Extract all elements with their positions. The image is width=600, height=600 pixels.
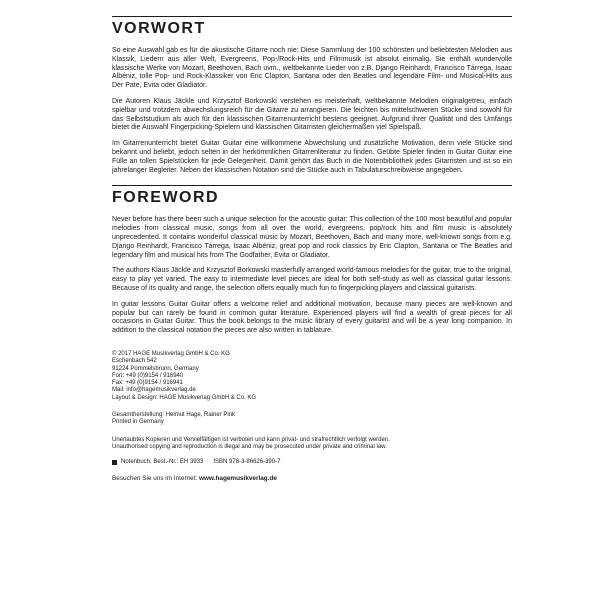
internet-line [112, 475, 512, 483]
square-bullet-icon [112, 460, 117, 465]
production-line: Printed in Germany [112, 419, 164, 426]
vorwort-body [112, 47, 512, 175]
publisher-line: Fax: +49 (0)9154 / 916941 [112, 380, 183, 387]
foreword-paragraph: In guitar lessons Guitar Guitar offers a welcome relief and additional motivation, because many pieces are well-known and popular but can rarely be found in common guitar literature. Experienced players will find a wealth of great pieces for all occasions in Guitar Guitar. Thus the book belongs to the music library of every guitarist and will be a year long companion. In addition to the classical notation the pieces are also written in tablature. [112, 300, 512, 335]
vorwort-paragraph: Die Autoren Klaus Jäckle und Krzysztof Borkowski verstehen es meisterhaft, weltbekannte Melodien originalgetreu, einfach spielbar und trotzdem abwechslungsreich für die Gitarre zu arrangieren. Die leichten bis mittelschweren Stücke sind sowohl für das Selbststudium als auch für den klassischen Gitarrenunterricht bestens geeignet. Aufgrund ihrer Qualität und des Umfangs bietet die Auswahl Fingerpicking-Spielern und klassischen Gitarristen gleichermaßen viel Spielspaß. [112, 97, 512, 132]
vorwort-heading: VORWORT [112, 20, 206, 37]
section-divider [112, 16, 512, 17]
foreword-heading: FOREWORD [112, 189, 220, 207]
foreword-paragraph: Never before has there been such a unique selection for the acoustic guitar: This collection of the 100 most beautiful and popular melodies from classical music, songs from all over the world, evergreens, pop/rock hits and film music is absolutely unprecedented. It contains wonderful classical music by Mozart, Beethoven, Bach and many more, well-known songs from e.g. Django Reinhardt, Francisco Tárrega, Isaac Albéniz, great pop and rock classics by Eric Clapton, Santana or The Beatles and legendary film and musical hits from The Godfather, Evita or Gladiator. [112, 216, 512, 259]
publisher-line: © 2017 HAGE Musikverlag GmbH & Co. KG [112, 350, 230, 357]
publisher-line: Mail: info@hagemusikverlag.de [112, 387, 196, 394]
production-line: Gesamtherstellung: Helmut Hage, Rainer Pink [112, 412, 236, 418]
vorwort-paragraph: Im Gitarrenunterricht bietet Guitar Guitar eine willkommene Abwechslung und zusätzliche Motivation, denn viele Stücke sind bekannt und beliebt, jedoch selten in der herkömmlichen Gitarrenliteratur zu finden. Geübte Spieler finden in Guitar Guitar eine Fülle an tollen Spielstücken für jede Gelegenheit. Damit gehört das Buch in die Notenbibliothek jedes Gitarristen und ist so ein jahrelanger Begleiter. Neben der klassischen Notation sind die Stücke auch in Tabulaturschreibweise angegeben. [112, 140, 512, 174]
publisher-line: Eschenbach 542 [112, 358, 157, 365]
page-content [112, 16, 512, 483]
catalog-line [112, 459, 512, 466]
production-block [112, 412, 512, 427]
section-vorwort [112, 16, 512, 175]
publisher-block [112, 351, 512, 402]
legal-line: Unauthorised copying and reproduction is illegal and may be prosecuted under private and criminal law. [112, 443, 387, 450]
publisher-line: 91224 Pommelsbrunn, Germany [112, 365, 199, 372]
foreword-paragraph: The authors Klaus Jäckle and Krzysztof Borkowski masterfully arranged world-famous melodies for the guitar, true to the original, easy to play yet varied. The easy to intermediate level pieces are ideal for both self-study as well as classical guitar lessons. Because of its quality and range, the selection offers equally much fun to fingerpicking players and classical guitarists. [112, 267, 512, 292]
foreword-body [112, 216, 512, 336]
section-foreword [112, 185, 512, 336]
internet-url: www.hagemusikverlag.de [199, 475, 277, 483]
internet-prefix: Besuchen Sie uns im Internet: [112, 475, 198, 483]
publisher-line: Fon: +49 (0)9154 / 916940 [112, 372, 184, 379]
catalog-isbn: ISBN 978-3-86626-399-7 [213, 459, 281, 466]
vorwort-paragraph: So eine Auswahl gab es für die akustische Gitarre noch nie: Diese Sammlung der 100 schönsten und beliebtesten Melodien aus Klassik, Liedern aus aller Welt, Evergreens, Pop-/Rock-Hits und Filmmusik ist absolut einmalig. Sie enthält wundervolle klassische Werke von Mozart, Beethoven, Bach uvm., weltbekannte Lieder von z.B. Django Reinhardt, Francisco Tárrega, Isaac Albéniz, tolle Pop- und Rock-Klassiker von Eric Clapton, Santana oder den Beatles und legendäre Film- und Musical-Hits aus Der Pate, Evita oder Gladiator. [112, 47, 512, 90]
legal-block [112, 437, 512, 452]
publisher-line: Layout & Design: HAGE Musikverlag GmbH & Co. KG [112, 394, 257, 401]
legal-line: Unerlaubtes Kopieren und Vervielfältigen ist verboten und kann privat- und strafrechtlich verfolgt werden. [112, 436, 390, 443]
catalog-label: Notenbuch, Best.-Nr.: EH 3933 [121, 459, 204, 466]
imprint [112, 351, 512, 484]
section-divider [112, 185, 512, 186]
